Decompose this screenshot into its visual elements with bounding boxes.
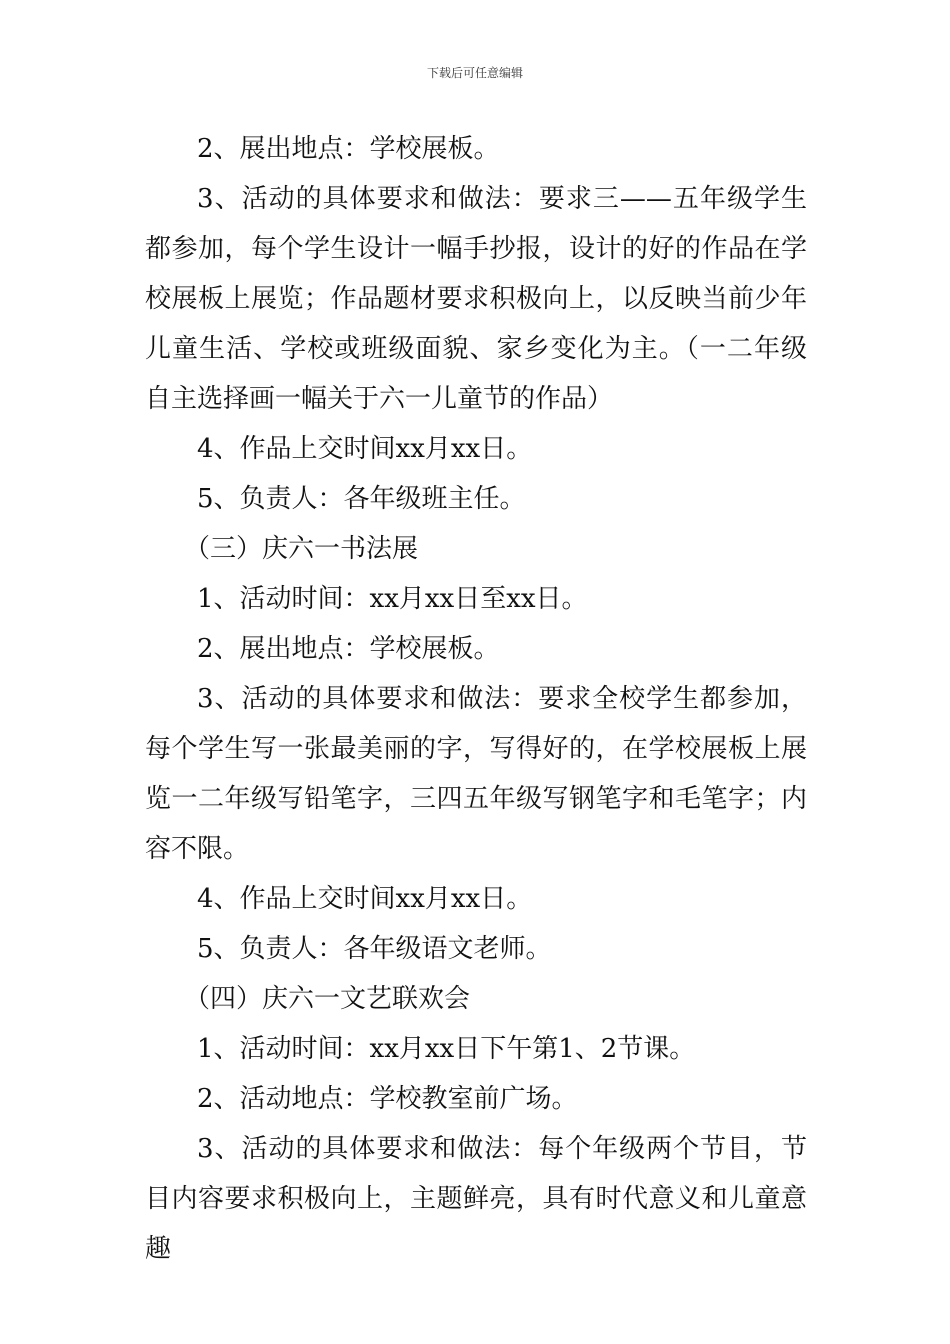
paragraph-calligraphy-location: 2、展出地点：学校展板。 [197,634,500,664]
paragraph-poster-requirements: 3、活动的具体要求和做法：要求三——五年级学生都参加，每个学生设计一幅手抄报，设计的好的作品在学校展板上展览；作品题材要求积极向上，以反映当前少年儿童生活、学校或班级面貌、家乡变化为主。（一二年级自主选择画一幅关于六一儿童节的作品） [145,184,807,414]
page-header: 下载后可任意编辑 [426,66,523,80]
paragraph-calligraphy-requirements: 3、活动的具体要求和做法：要求全校学生都参加，每个学生写一张最美丽的字，写得好的，在学校展板上展览一二年级写铅笔字，三四五年级写钢笔字和毛笔字；内容不限。 [145,684,807,864]
paragraph-gala-requirements: 3、活动的具体要求和做法：每个年级两个节目，节目内容要求积极向上，主题鲜亮，具有时代意义和儿童意趣 [145,1134,807,1264]
paragraph-calligraphy-deadline: 4、作品上交时间xx月xx日。 [197,884,533,914]
paragraph-poster-deadline: 4、作品上交时间xx月xx日。 [197,434,533,464]
paragraph-calligraphy-responsible: 5、负责人：各年级语文老师。 [197,934,552,964]
paragraph-calligraphy-time: 1、活动时间：xx月xx日至xx日。 [197,584,588,614]
paragraph-poster-responsible: 5、负责人：各年级班主任。 [197,484,526,514]
document-body [145,124,807,1274]
section-heading-calligraphy: （三）庆六一书法展 [184,534,419,564]
section-heading-gala: （四）庆六一文艺联欢会 [184,984,471,1014]
paragraph-gala-time: 1、活动时间：xx月xx日下午第1、2节课。 [197,1034,696,1064]
paragraph-gala-location: 2、活动地点：学校教室前广场。 [197,1084,578,1114]
paragraph-exhibit-location: 2、展出地点：学校展板。 [197,134,500,164]
